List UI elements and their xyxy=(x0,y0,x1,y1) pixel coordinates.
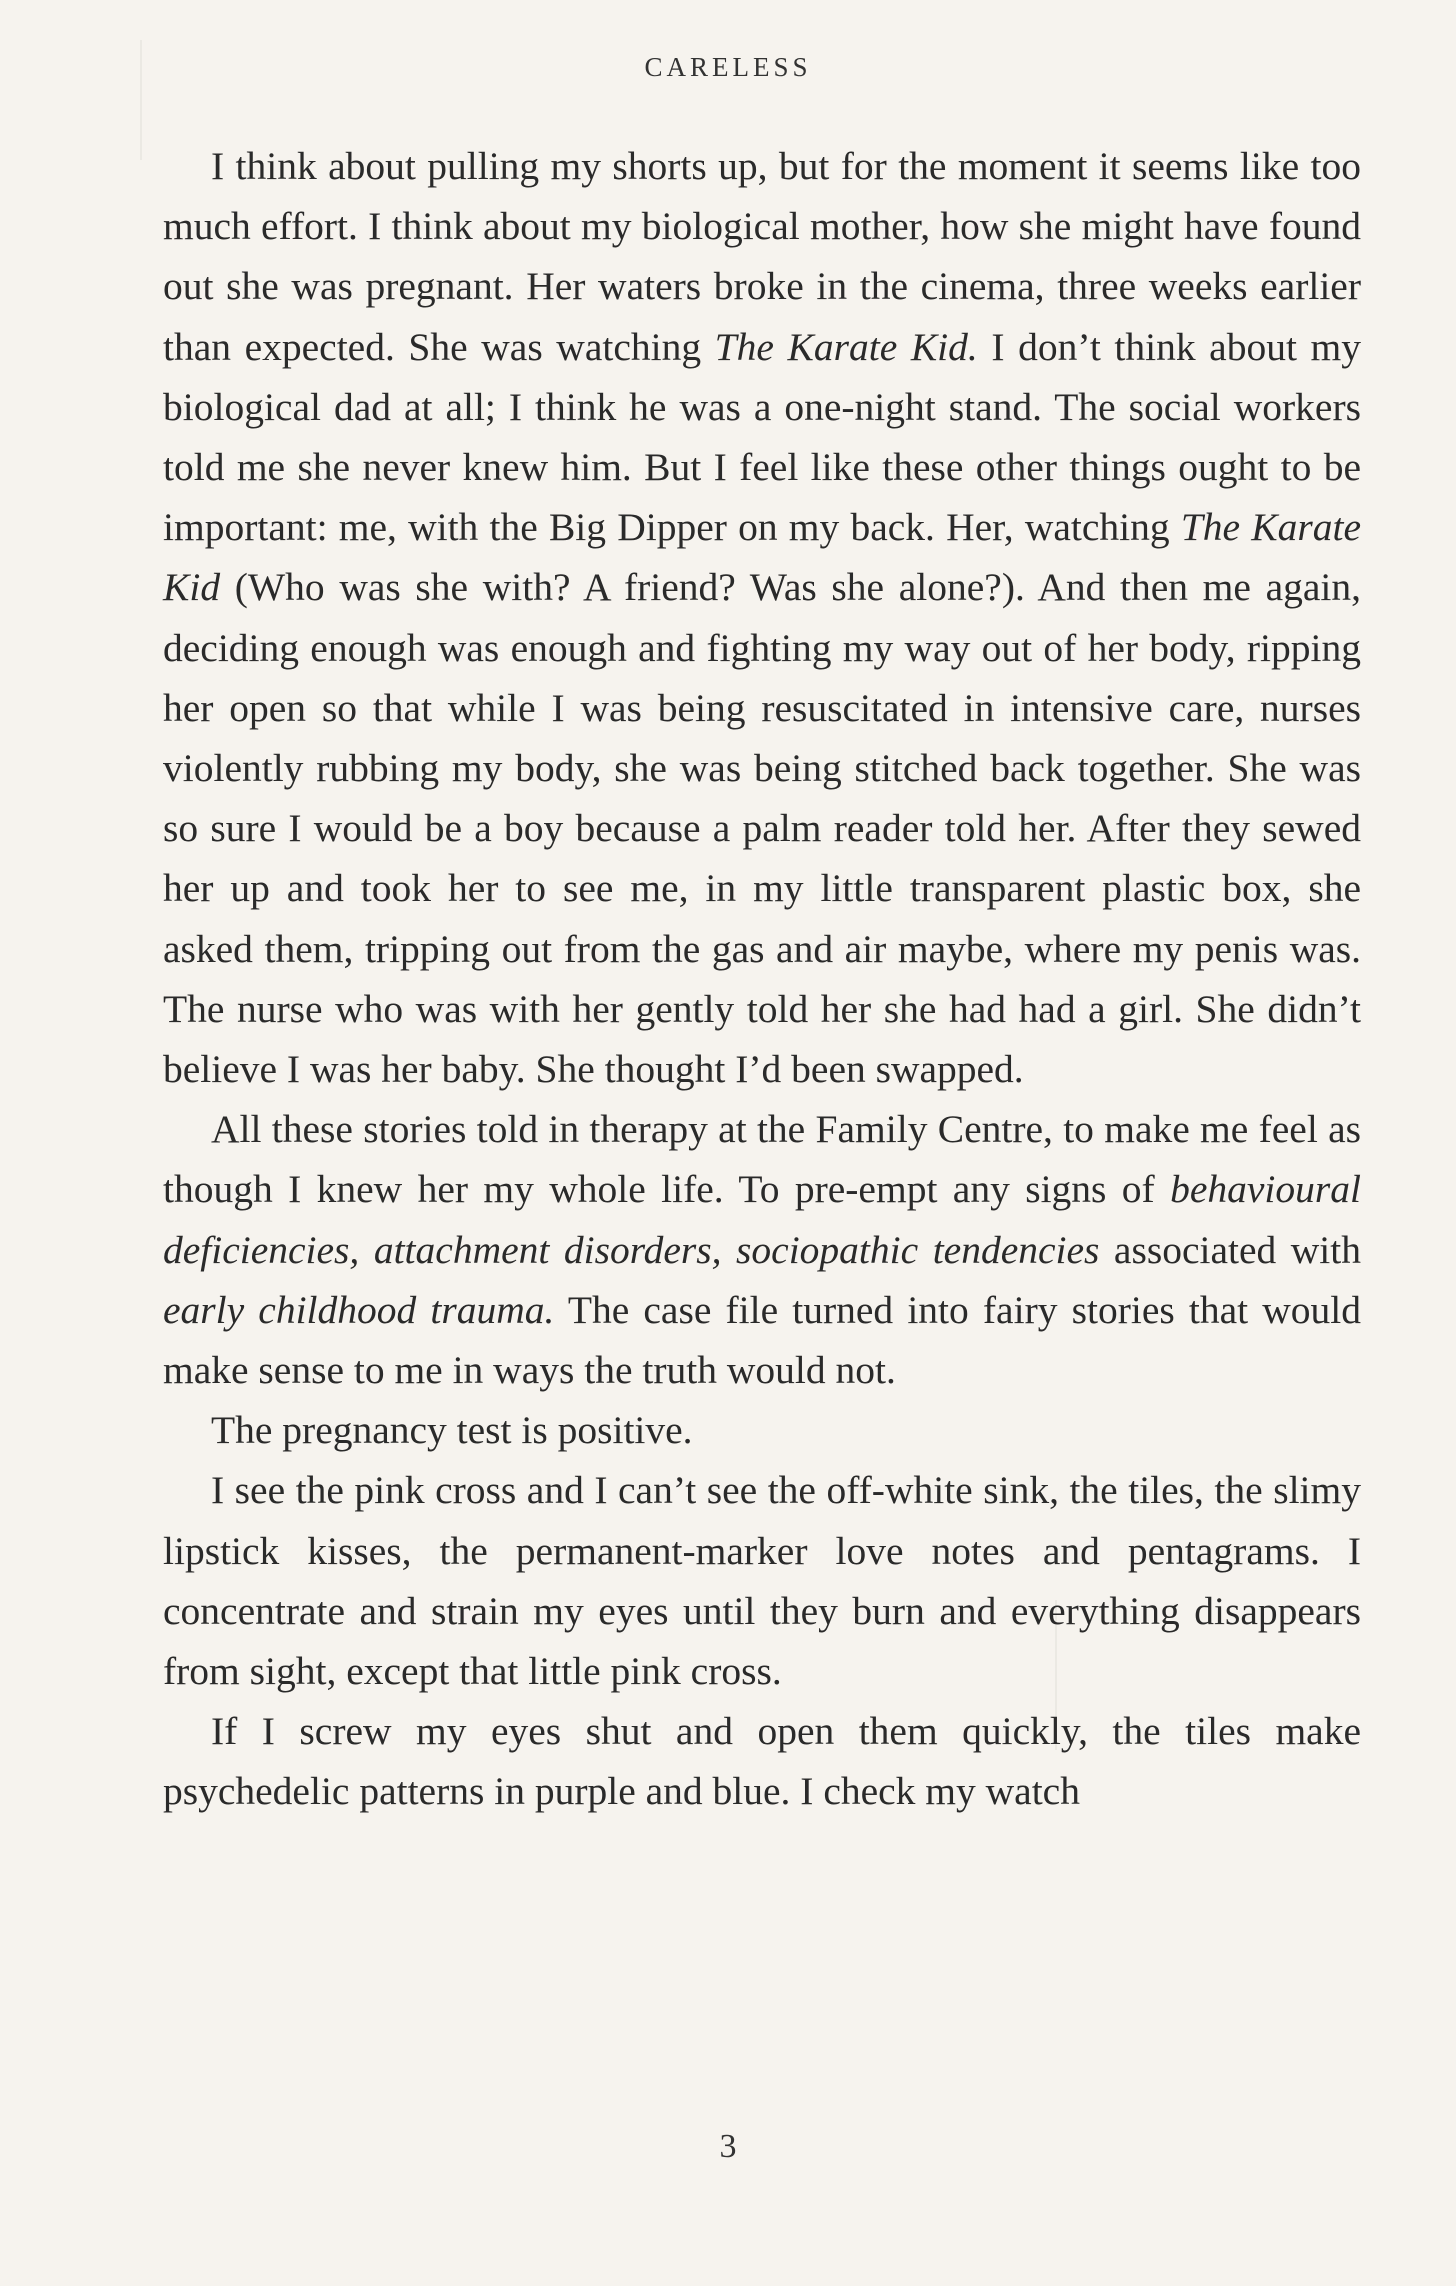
text-segment: If I screw my eyes shut and open them quickly, the tiles make psychedelic patterns in purple and blue. I check my watch xyxy=(163,1709,1361,1814)
text-segment: I see the pink cross and I can’t see the off-white sink, the tiles, the slimy lipstick kisses, the permanent-marker love notes and pentagrams. I concentrate and strain my eyes until they burn and everything disappears from sight, except that little pink cross. xyxy=(163,1468,1361,1694)
paragraph-4 xyxy=(163,1460,1361,1701)
paragraph-1 xyxy=(163,136,1361,1099)
body-text xyxy=(163,136,1361,1822)
text-segment: All these stories told in therapy at the Family Centre, to make me feel as though I knew her my whole life. To pre-empt any signs of xyxy=(163,1107,1361,1212)
italic-phrase: behavioural deficiencies, attachment disorders, sociopathic tendencies xyxy=(163,1167,1361,1272)
text-segment: I think about pulling my shorts up, but for the moment it seems like too much effort. I think about my biological mother, how she might have found out she was pregnant. Her waters broke in the cinema, three weeks earlier than expected. She was watching xyxy=(163,144,1361,369)
text-segment: (Who was she with? A friend? Was she alone?). And then me again, deciding enough was enough and fighting my way out of her body, ripping her open so that while I was being resuscitated in intensive care, nurses violently rubbing my body, she was being stitched back together. She was so sure I would be a boy because a palm reader told her. After they sewed her up and took her to see me, in my little transparent plastic box, she asked them, tripping out from the gas and air maybe, where my penis was. The nurse who was with her gently told her she had had a girl. She didn’t believe I was her baby. She thought I’d been swapped. xyxy=(163,565,1361,1092)
text-segment: The pregnancy test is positive. xyxy=(211,1408,693,1453)
paragraph-2 xyxy=(163,1099,1361,1400)
paragraph-5 xyxy=(163,1701,1361,1821)
text-segment: The case file turned into fairy stories that would make sense to me in ways the truth would not. xyxy=(163,1287,1361,1393)
book-title-italic: The Karate Kid. xyxy=(714,324,978,369)
italic-phrase: early childhood trauma. xyxy=(163,1287,555,1332)
book-title-italic: The Karate Kid xyxy=(163,505,1361,610)
page-number: 3 xyxy=(719,2128,737,2165)
text-segment: associated with xyxy=(1099,1227,1362,1272)
paragraph-3 xyxy=(163,1400,1361,1460)
running-head: CARELESS xyxy=(644,52,812,82)
text-segment: I don’t think about my biological dad at all; I think he was a one-night stand. The social workers told me she never knew him. But I feel like these other things ought to be important: me, with the Big Dipper on my back. Her, watching xyxy=(163,324,1361,550)
